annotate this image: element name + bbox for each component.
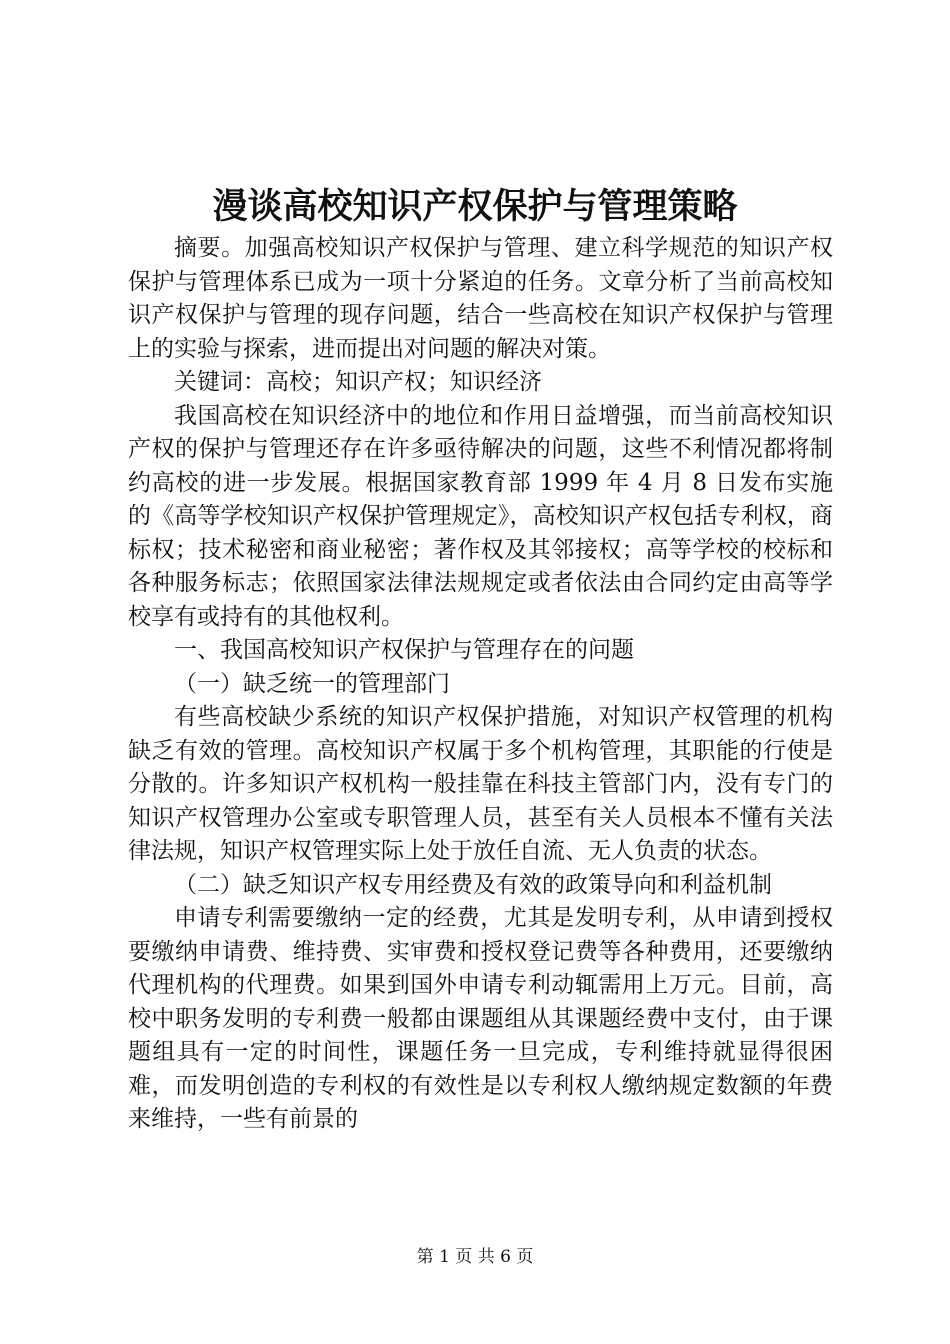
- section-heading-1: 一、我国高校知识产权保护与管理存在的问题: [174, 637, 634, 663]
- document-title: 漫谈高校知识产权保护与管理策略: [212, 186, 738, 227]
- document-body: [128, 232, 833, 1137]
- body-paragraph-2: 申请专利需要缴纳一定的经费，尤其是发明专利，从申请到授权要缴纳申请费、维持费、实审费和授权登记费等各种费用，还要缴纳代理机构的代理费。如果到国外申请专利动辄需用上万元。目前，高校中职务发明的专利费一般都由课题组从其课题经费中支付，由于课题组具有一定的时间性，课题任务一旦完成，专利维持就显得很困难，而发明创造的专利权的有效性是以专利权人缴纳规定数额的年费来维持，一些有前景的: [128, 905, 833, 1132]
- intro-paragraph: 我国高校在知识经济中的地位和作用日益增强，而当前高校知识产权的保护与管理还存在许多亟待解决的问题，这些不利情况都将制约高校的进一步发展。根据国家教育部 1999 年 4 月 8 日发布实施的《高等学校知识产权保护管理规定》，高校知识产权包括专利权，商标权；技术秘密和商业秘密；著作权及其邻接权；高等学校的校标和各种服务标志；依照国家法律法规规定或者依法由合同约定由高等学校享有或持有的其他权利。: [128, 402, 833, 630]
- subsection-heading-2: （二）缺乏知识产权专用经费及有效的政策导向和利益机制: [174, 871, 772, 898]
- keywords-paragraph: 关键词：高校；知识产权；知识经济: [174, 369, 542, 395]
- subsection-heading-1: （一）缺乏统一的管理部门: [174, 670, 450, 697]
- abstract-paragraph: 摘要。加强高校知识产权保护与管理、建立科学规范的知识产权保护与管理体系已成为一项十分紧迫的任务。文章分析了当前高校知识产权保护与管理的现存问题，结合一些高校在知识产权保护与管理上的实验与探索，进而提出对问题的解决对策。: [128, 235, 833, 362]
- body-paragraph-1: 有些高校缺少系统的知识产权保护措施，对知识产权管理的机构缺乏有效的管理。高校知识产权属于多个机构管理，其职能的行使是分散的。许多知识产权机构一般挂靠在科技主管部门内，没有专门的知识产权管理办公室或专职管理人员，甚至有关人员根本不懂有关法律法规，知识产权管理实际上处于放任自流、无人负责的状态。: [128, 704, 833, 864]
- page-number: 第 1 页 共 6 页: [416, 1247, 534, 1267]
